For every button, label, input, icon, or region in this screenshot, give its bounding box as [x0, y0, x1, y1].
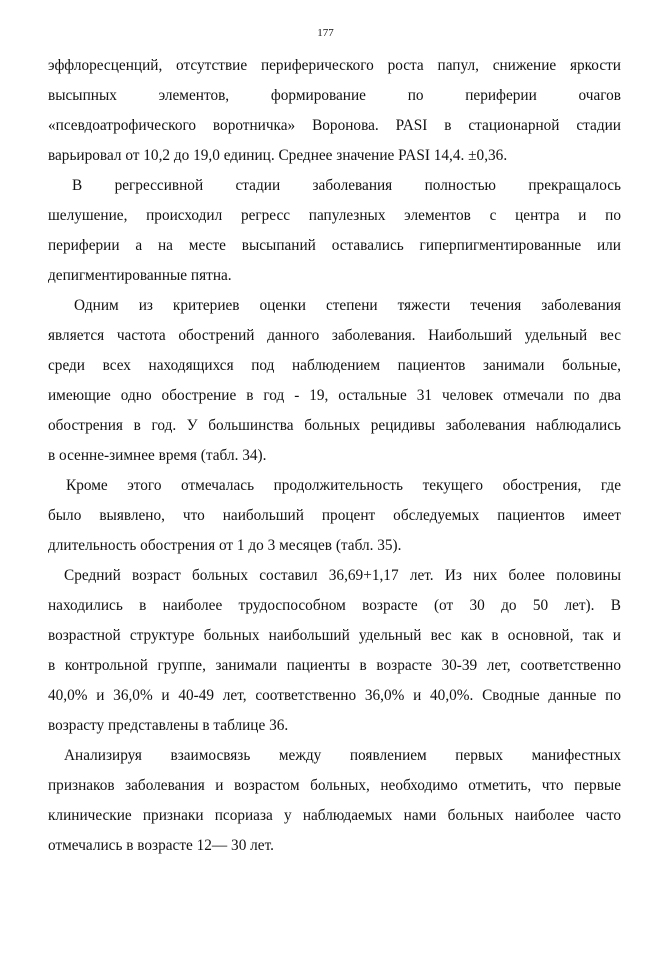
paragraph-exacerbation-frequency: [48, 291, 621, 471]
text-line: депигментированные пятна.: [48, 267, 232, 284]
text-line: обострения в год. У большинства больных рецидивы заболевания наблюдались: [48, 417, 621, 434]
text-line: варьировал от 10,2 до 19,0 единиц. Среднее значение PASI 14,4. ±0,36.: [48, 147, 508, 164]
text-line: В регрессивной стадии заболевания полностью прекращалось: [72, 177, 621, 194]
paragraph-regressive-stage: [48, 171, 621, 291]
text-line: Средний возраст больных составил 36,69+1,17 лет. Из них более половины: [64, 567, 621, 584]
text-line: Одним из критериев оценки степени тяжести течения заболевания: [74, 297, 621, 314]
text-line: является частота обострений данного заболевания. Наибольший удельный вес: [48, 327, 621, 344]
text-line: Кроме этого отмечалась продолжительность текущего обострения, где: [66, 477, 621, 494]
page-number: 177: [317, 27, 334, 39]
text-line: имеющие одно обострение в год - 19, остальные 31 человек отмечали по два: [48, 387, 621, 404]
text-line: длительность обострения от 1 до 3 месяцев (табл. 35).: [48, 537, 402, 554]
text-line: отмечались в возрасте 12— 30 лет.: [48, 837, 274, 854]
text-line: 40,0% и 36,0% и 40-49 лет, соответственно 36,0% и 40,0%. Сводные данные по: [48, 687, 621, 704]
paragraph-first-signs-age: [48, 741, 621, 861]
text-line: было выявлено, что наибольший процент обследуемых пациентов имеет: [48, 507, 621, 524]
text-line: шелушение, происходил регресс папулезных элементов с центра и по: [48, 207, 621, 224]
text-line: эффлоресценций, отсутствие периферического роста папул, снижение яркости: [48, 57, 621, 74]
paragraph-exacerbation-duration: [48, 471, 621, 561]
text-line: возрастной структуре больных наибольший удельный вес как в основной, так и: [48, 627, 621, 644]
text-line: периферии а на месте высыпаний оставались гиперпигментированные или: [48, 237, 621, 254]
paragraph-patient-age: [48, 561, 621, 741]
text-line: в контрольной группе, занимали пациенты в возрасте 30-39 лет, соответственно: [48, 657, 621, 674]
text-line: возрасту представлены в таблице 36.: [48, 717, 289, 734]
text-line: в осенне-зимнее время (табл. 34).: [48, 447, 267, 464]
text-line: среди всех находящихся под наблюдением пациентов занимали больные,: [48, 357, 621, 374]
text-line: Анализируя взаимосвязь между появлением первых манифестных: [64, 747, 621, 764]
text-line: «псевдоатрофического воротничка» Воронова. PASI в стационарной стадии: [48, 117, 621, 134]
text-line: клинические признаки псориаза у наблюдаемых нами больных наиболее часто: [48, 807, 621, 824]
text-line: находились в наиболее трудоспособном возрасте (от 30 до 50 лет). В: [48, 597, 621, 614]
paragraph-stationary-stage: [48, 51, 621, 171]
text-line: признаков заболевания и возрастом больных, необходимо отметить, что первые: [48, 777, 621, 794]
text-line: высыпных элементов, формирование по периферии очагов: [48, 87, 621, 104]
